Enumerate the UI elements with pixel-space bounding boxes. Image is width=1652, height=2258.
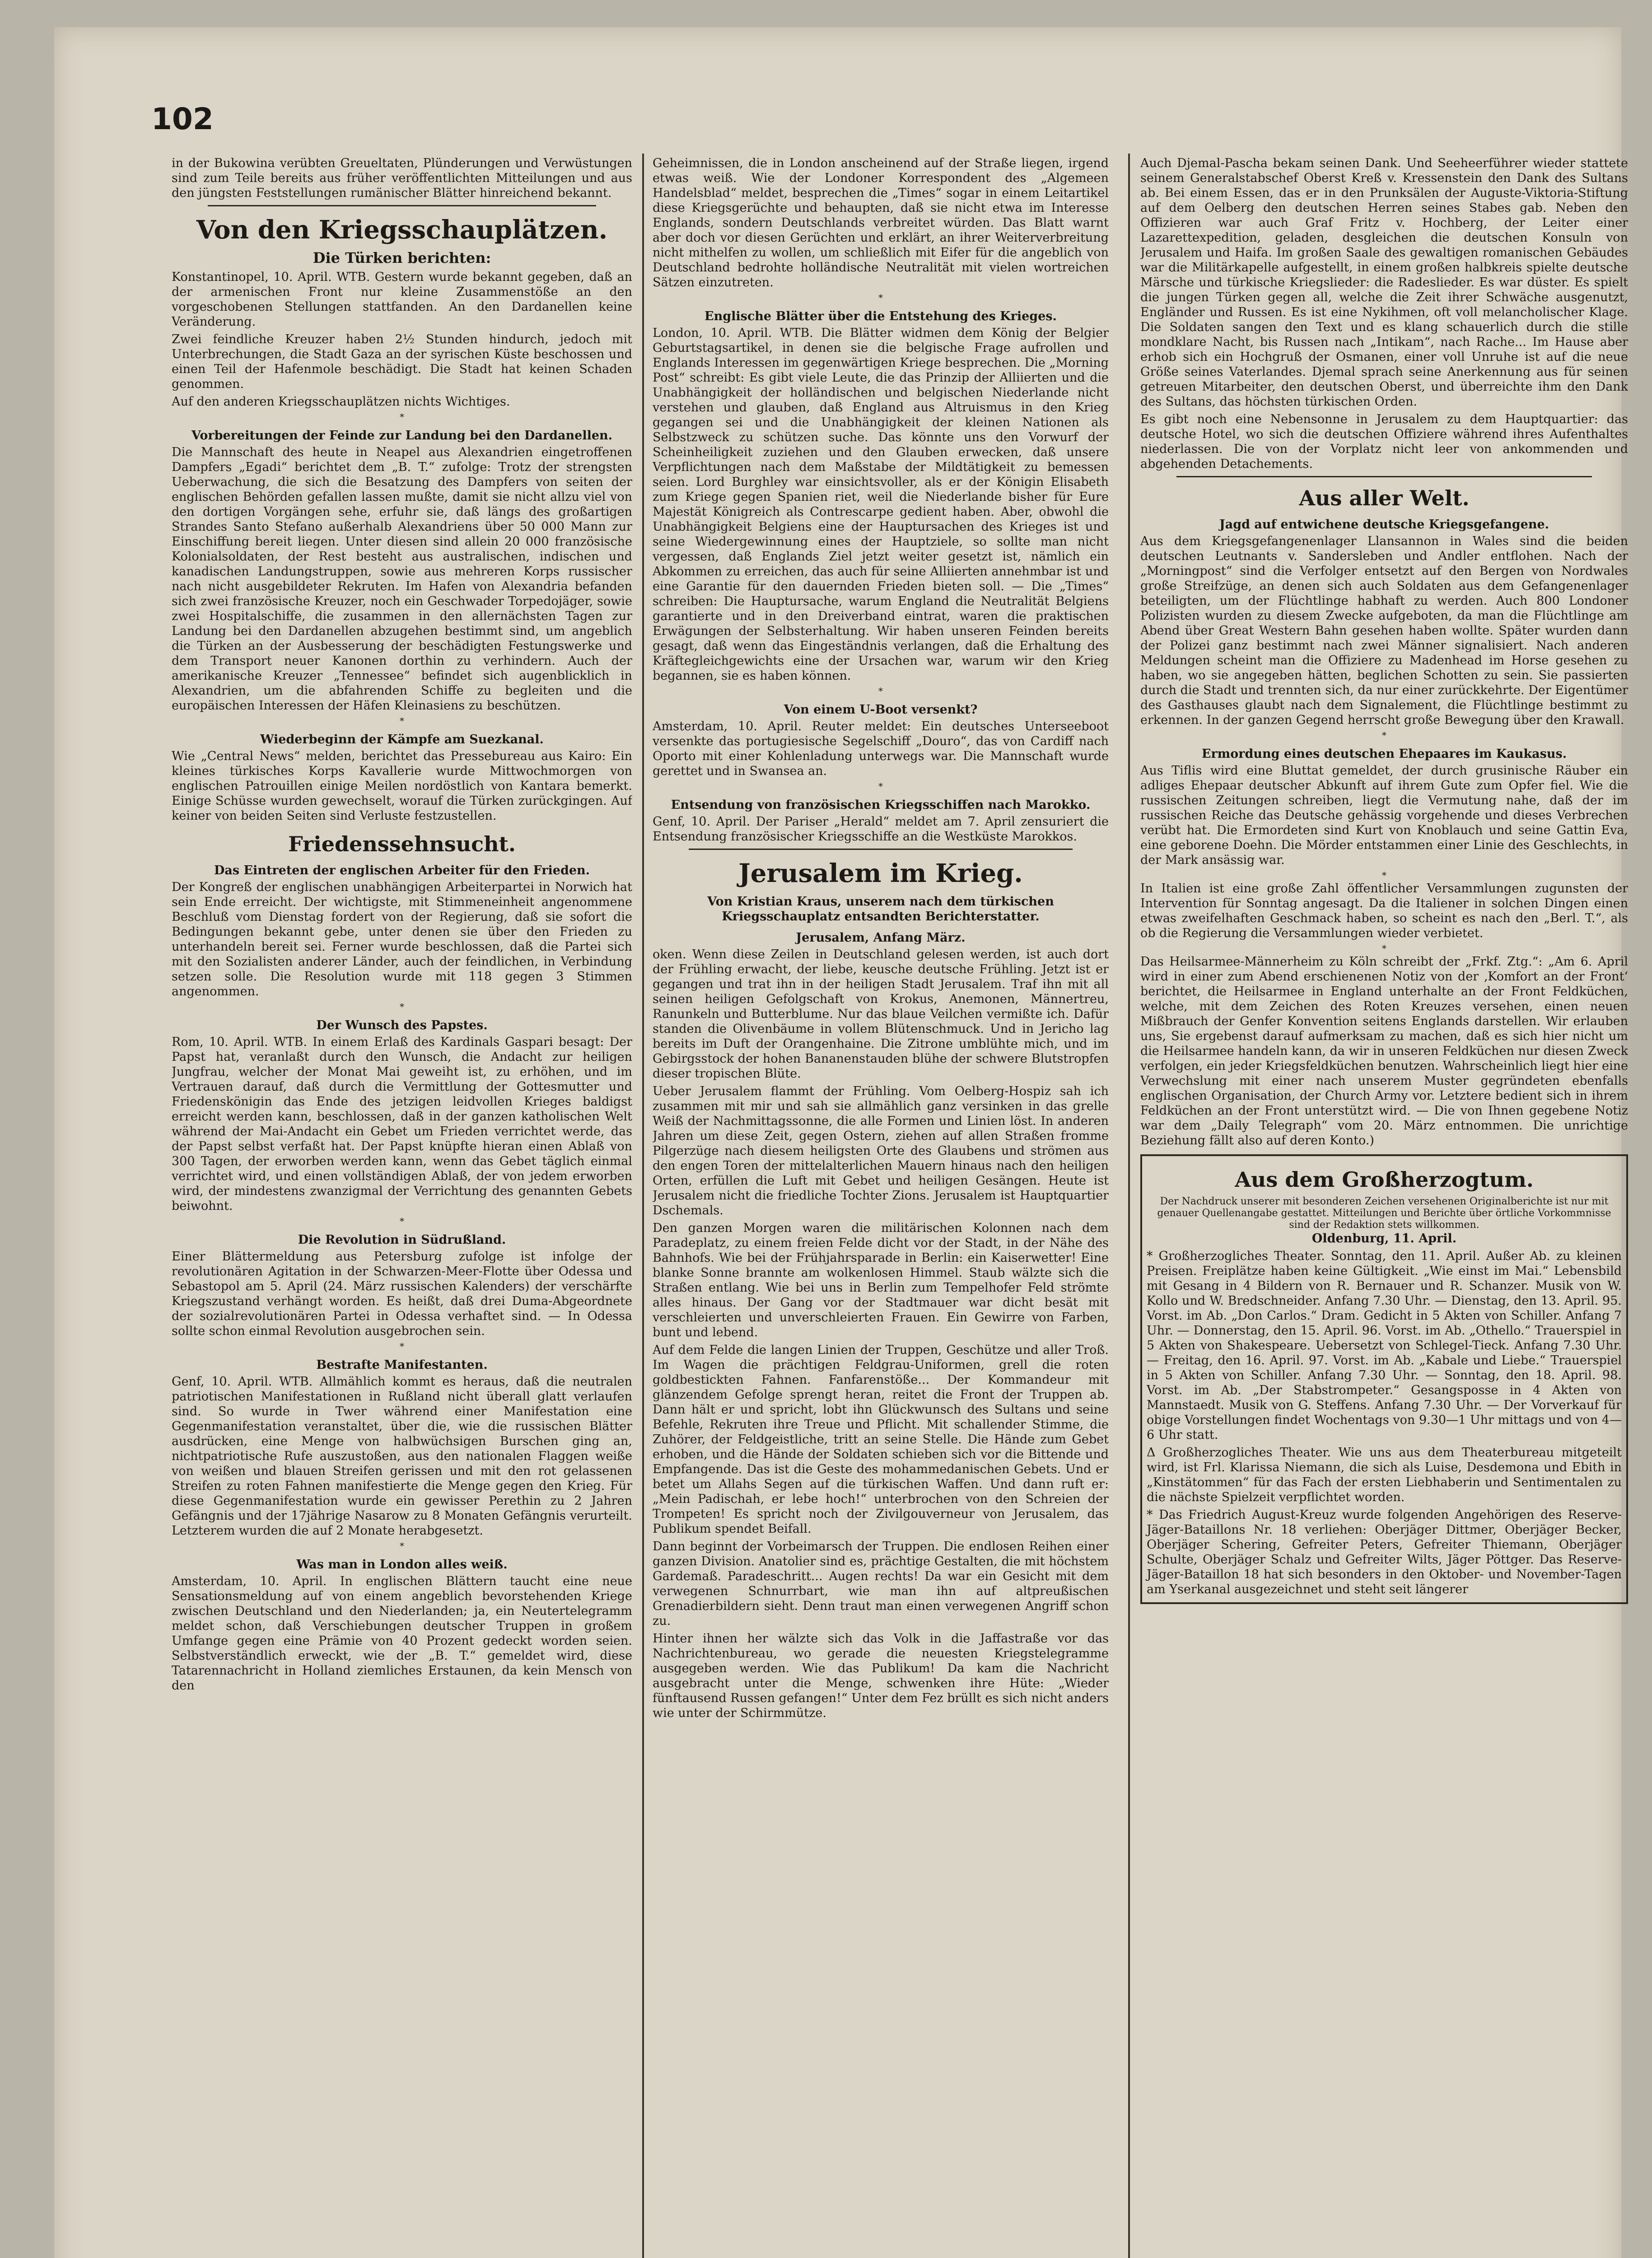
separator-star: * — [878, 292, 883, 303]
column-rule-left — [642, 154, 644, 2258]
article-paragraph: Geheimnissen, die in London anscheinend auf der Straße liegen, irgend etwas weiß. Wie der Londoner Korrespondent des „Algemeen Handelsblad“ meldet, besprechen die „Times“ sogar in einem Leitartikel diese Kriegsgerüchte und behaupten, daß sie nicht etwa im Interesse Englands, sondern Deutschlands verbreitet würden. Das Blatt warnt aber doch vor diesen Gerüchten und erklärt, an ihrer Weiterverbreitung nicht mithelfen zu wollen, um schließlich mit Eifer für die angeblich von Deutschland bedrohte holländische Neutralität mit vielen wortreichen Sätzen einzutreten. — [653, 156, 1109, 289]
article-title: Was man in London alles weiß. — [296, 1558, 508, 1572]
article-paragraph: London, 10. April. WTB. Die Blätter widmen dem König der Belgier Geburtstagsartikel, in denen sie die belgische Frage aufrollen und Englands Interessen im gegenwärtigen Kriege besprechen. Die „Morning Post“ schreibt: Es gibt viele Leute, die das Prinzip der Alliierten und die Unabhängigkeit der holländischen und belgischen Niederlande nicht verstehen und glauben, daß England aus Altruismus in den Krieg gegangen sei und die Unabhängigkeit der kleinen Nationen als Selbstzweck zu schützen suche. Das könnte uns den Vorwurf der Scheinheiligkeit zuziehen und den Glauben erwecken, daß unsere Verpflichtungen nach dem Maßstabe der Mildtätigkeit zu bemessen seien. Lord Burghley war einsichtsvoller, als er der Königin Elisabeth zum Kriege gegen Spanien riet, weil die Niederlande bisher für Eure Majestät Königreich als Contrescarpe gedient haben. Aber, obwohl die Unabhängigkeit Belgiens eine der Hauptursachen des Krieges ist und seine Wiedergewinnung eines der Hauptziele, so sollte man nicht vergessen, daß Englands Ziel jetzt weiter gesetzt ist, nämlich ein Abkommen zu erreichen, das auch für seine Alliierten annehmbar ist und eine Garantie für den dauernden Frieden bieten soll. — Die „Times“ schreiben: Die Hauptursache, warum England die Neutralität Belgiens garantierte und in den Dreiverband eintrat, waren die praktischen Erwägungen der Selbsterhaltung. Wir haben unseren Feinden bereits gesagt, daß wenn das Eingeständnis verlangen, daß die Erhaltung des Kräftegleichgewichts eine der Ursachen war, warum wir den Krieg begannen, sie es haben können. — [653, 326, 1109, 683]
column-2 — [653, 156, 1109, 2258]
column-1 — [172, 156, 632, 2258]
article-paragraph: Aus dem Kriegsgefangenenlager Llansannon in Wales sind die beiden deutschen Leutnants v. Sandersleben und Andler entflohen. Nach der „Morningpost“ sind die Verfolger entsetzt auf den Bergen von Nordwales große Streifzüge, an denen sich auch Soldaten aus dem Gefangenenlager beteiligten, um der Flüchtlinge habhaft zu werden. Auch 800 Londoner Polizisten wurden zu diesem Zwecke aufgeboten, da man die Flüchtlinge am Abend über Great Western Bahn gesehen haben wollte. Später wurden dann der Polizei ganz bestimmt nach zwei Männer signalisiert. Nach anderen Meldungen scheint man die Offiziere zu Madenhead im Horse gesehen zu haben, wo sie angegeben hätten, beglichen Schotten zu sein. Sie passierten durch die Stadt und trennten sich, da nur einer zurückkehrte. Der Eigentümer des Gasthauses glaubt nach dem Signalement, die Flüchtlinge bestimmt zu erkennen. In der ganzen Gegend herrscht große Bewegung über den Krawall. — [1140, 534, 1628, 727]
article-title: Ermordung eines deutschen Ehepaares im Kaukasus. — [1201, 747, 1567, 761]
article-title: Die Türken berichten: — [313, 249, 491, 266]
section-heading-kriegsschauplaetze: Von den Kriegsschauplätzen. — [196, 215, 608, 245]
article-paragraph: Genf, 10. April. WTB. Allmählich kommt es heraus, daß die neutralen patriotischen Manifestationen in Rußland nicht überall glatt verlaufen sind. So wurde in Twer während einer Manifestation eine Gegenmanifestation veranstaltet, über die, wie die russischen Blätter ausdrücken, eine Menge von halbwüchsigen Burschen ging an, nichtpatriotische Rufe auszustoßen, aus den nationalen Flaggen weiße von weißen und blauen Streifen gerissen und mit den rot gelassenen Streifen zu roten Fahnen manifestierte die Menge gegen den Krieg. Für diese Gegenmanifestation wurde ein gewisser Perethin zu 2 Jahren Gefängnis und der 17jährige Nasarow zu 8 Monaten Gefängnis verurteilt. Letzterem wurden die auf 2 Monate herabgesetzt. — [172, 1375, 632, 1538]
article-paragraph: Auf den anderen Kriegsschauplätzen nichts Wichtiges. — [172, 395, 510, 409]
article-paragraph: Das Heilsarmee-Männerheim zu Köln schreibt der „Frkf. Ztg.“: „Am 6. April wird in einer zum Abend erschienenen Notiz von der ‚Komfort an der Front‘ berichtet, die Heilsarmee in England unterhalte an der Front Feldküchen, welche, mit dem Zeichen des Roten Kreuzes versehen, einen neuen Mißbrauch der Genfer Konvention seitens Englands darstellen. Wir erlauben uns, Sie ergebenst darauf aufmerksam zu machen, daß es sich hier nicht um die Heilsarmee handeln kann, da wir in unseren Feldküchen nur diesen Zweck verfolgen, ein jeder Kriegsfeldküchen benutzen. Wahrscheinlich liegt hier eine Verwechslung mit einer nach unserem Muster gegründeten ebenfalls englischen Organisation, der Church Army vor. Letztere bedient sich in ihrem Feldküchen an der Front unterstützt wird. — Die von Ihnen gegebene Notiz war dem „Daily Telegraph“ vom 20. März entnommen. Die unrichtige Beziehung fällt also auf deren Konto.) — [1140, 955, 1628, 1148]
article-paragraph: Genf, 10. April. Der Pariser „Herald“ meldet am 7. April zensuriert die Entsendung französischer Kriegsschiffe an die Westküste Marokkos. — [653, 815, 1109, 844]
separator-star: * — [400, 1540, 404, 1551]
grossherzogtum-section — [1140, 1154, 1628, 1604]
section-heading-friedenssehnsucht: Friedenssehnsucht. — [288, 832, 516, 856]
article-dateline: Jerusalem, Anfang März. — [796, 931, 966, 945]
article-byline: Von Kristian Kraus, unserem nach dem türkischen Kriegsschauplatz entsandten Berichterstatter. — [707, 895, 1054, 924]
divider — [689, 849, 1073, 850]
separator-star: * — [400, 1341, 404, 1352]
section-heading-aus-aller-welt: Aus aller Welt. — [1299, 486, 1470, 510]
separator-star: * — [400, 715, 404, 726]
page-number: 102 — [151, 102, 214, 136]
article-paragraph: Δ Großherzogliches Theater. Wie uns aus dem Theaterbureau mitgeteilt wird, ist Frl. Klarissa Niemann, die sich als Luise, Desdemona und Ebith in „Kinstätommen“ für das Fach der ersten Liebhaberin und Sentimentalen zu die nächste Spielzeit verpflichtet worden. — [1147, 1446, 1622, 1504]
section-heading-grossherzogtum: Aus dem Großherzogtum. — [1235, 1167, 1534, 1192]
separator-star: * — [1382, 870, 1386, 881]
separator-star: * — [400, 411, 404, 422]
article-paragraph: Wie „Central News“ melden, berichtet das Pressebureau aus Kairo: Ein kleines türkisches Korps Kavallerie wurde Mittwochmorgen von englischen Patrouillen einige Meilen nordöstlich von Kantara bemerkt. Einige Schüsse wurden gewechselt, worauf die Türken zurückgingen. Auf keiner von beiden Seiten sind Verluste festzustellen. — [172, 749, 632, 823]
article-paragraph: Einer Blättermeldung aus Petersburg zufolge ist infolge der revolutionären Agitation in der Schwarzen-Meer-Flotte über Odessa und Sebastopol am 5. April (24. März russischen Kalenders) der verschärfte Kriegszustand verhängt worden. Es heißt, daß drei Duma-Abgeordnete der sozialrevolutionären Partei in Odessa verhaftet sind. — In Odessa sollte schon einmal Revolution ausgebrochen sein. — [172, 1250, 632, 1338]
article-paragraph: Die Mannschaft des heute in Neapel aus Alexandrien eingetroffenen Dampfers „Egadi“ berichtet dem „B. T.“ zufolge: Trotz der strengsten Ueberwachung, die sich die Besatzung des Dampfers von seiten der englischen Behörden gefallen lassen mußte, damit sie nicht allzu viel von den dortigen Vorgängen sehe, erfuhr sie, daß längs des großartigen Strandes Santo Stefano außerhalb Alexandriens über 50 000 Mann zur Einschiffung bereit liegen. Unter diesen sind allein 20 000 französische Kolonialsoldaten, der Rest besteht aus australischen, indischen und kanadischen Landungstruppen, sowie aus mehreren Korps russischer nach nicht ausgebildeter Rekruten. Im Hafen von Alexandria befanden sich zwei französische Kreuzer, noch ein Geschwader Torpedojäger, sowie zwei Hospitalschiffe, die zusammen in den allernächsten Tagen zur Landung bei den Dardanellen abzugehen bestimmt sind, um angeblich die Türken an der Ausbesserung der beschädigten Festungswerke und dem Transport neuer Kanonen dorthin zu verhindern. Auch der amerikanische Kreuzer „Tennessee“ befindet sich augenblicklich in Alexandrien, um die abfahrenden Schiffe zu begleiten und die europäischen Interessen der Häfen Kleinasiens zu beschützen. — [172, 445, 632, 713]
article-paragraph: Auf dem Felde die langen Linien der Truppen, Geschütze und aller Troß. Im Wagen die prächtigen Feldgrau-Uniformen, grell die roten goldbestickten Fahnen. Fanfarenstöße... Der Kommandeur mit glänzendem Gefolge sprengt heran, reitet die Front der Truppen ab. Dann hält er und spricht, lobt ihn Glückwunsch des Sultans und seine Befehle, Rekruten ihre Treue und Pflicht. Mit schallender Stimme, die Zuhörer, der Feldgeistliche, tritt an seine Stelle. Die Hände zum Gebet erhoben, und die Hände der Soldaten schieben sich vor die Bittende und Empfangende. Das ist die Geste des mohammedanischen Gebets. Und er betet um Allahs Segen auf die türkischen Waffen. Und dann ruft er: „Mein Padischah, er lebe hoch!“ unterbrochen von den Schreien der Trompeten! Es spricht noch der Zivilgouverneur von Jerusalem, das Publikum spendet Beifall. — [653, 1343, 1109, 1536]
article-paragraph: Rom, 10. April. WTB. In einem Erlaß des Kardinals Gaspari besagt: Der Papst hat, veranlaßt durch den Wunsch, die Andacht zur heiligen Jungfrau, welcher der Monat Mai geweiht ist, zu erhöhen, und im Vertrauen darauf, daß durch die Vermittlung der Gottesmutter und Friedenskönigin das Ende des jetzigen leidvollen Krieges baldigst erreicht werden kann, beschlossen, daß in der ganzen katholischen Welt während der Mai-Andacht ein Gebet um Frieden verrichtet werde, das der Papst selbst verfaßt hat. Der Papst knüpfte hieran einen Ablaß von 300 Tagen, der erworben werden kann, wenn das Gebet täglich einmal verrichtet wird, und einen vollständigen Ablaß, der von jedem erworben wird, der mindestens zwanzigmal der Verrichtung des genannten Gebets beiwohnt. — [172, 1035, 632, 1213]
article-title: Entsendung von französischen Kriegsschiffen nach Marokko. — [671, 798, 1091, 812]
article-paragraph: Auch Djemal-Pascha bekam seinen Dank. Und Seeheerführer wieder stattete seinem Generalstabschef Oberst Kreß v. Kressenstein den Dank des Sultans ab. Bei einem Essen, das er in den Prunksälen der Auguste-Viktoria-Stiftung auf dem Oelberg den deutschen Herren seines Stabes gab. Neben den Offizieren war auch Graf Fritz v. Hochberg, der Leiter einer Lazarettexpedition, geladen, desgleichen die deutschen Konsuln von Jerusalem und Haifa. Im großen Saale des gewaltigen romanischen Gebäudes war die Militärkapelle aufgestellt, in einem großen halbkreis spielte deutsche Märsche und türkische Kriegslieder: die Radeslieder. Es war düster. Es spielt die jungen Türken gegen all, welche die Zeit ihrer Schwäche ausgenutzt, Engländer und Russen. Es ist eine Nykihmen, oft voll melancholischer Klage. Die Soldaten sangen den Text und es klang schauerlich durch die stille mondklare Nacht, bis Russen nach „Intikam“, nach Rache... Im Hause aber erhob sich ein Hochgruß der Osmanen, einer voll Unruhe ist auf die neue Größe seines Vaterlandes. Djemal sprach seine Anerkennung aus für seinen getreuen Mitarbeiter, den deutschen Oberst, und überreichte ihm den Dank des Sultans, das höchsten türkischen Orden. — [1140, 156, 1628, 409]
article-paragraph: Zwei feindliche Kreuzer haben 2½ Stunden hindurch, jedoch mit Unterbrechungen, die Stadt Gaza an der syrischen Küste beschossen und einen Teil der Hafenmole beschädigt. Die Stadt hat keinen Schaden genommen. — [172, 332, 632, 391]
article-title: Englische Blätter über die Entstehung des Krieges. — [705, 309, 1057, 323]
article-paragraph: oken. Wenn diese Zeilen in Deutschland gelesen werden, ist auch dort der Frühling erwacht, der liebe, keusche deutsche Frühling. Jetzt ist er gegangen und trat ihn in der heiligen Stadt Jerusalem. Traf ihn mit all seinen heiligen Gefolgschaft von Krokus, Anemonen, Männertreu, Ranunkeln und Butterblume. Nur das blaue Veilchen vermißte ich. Dafür standen die Olivenbäume in vollem Blütenschmuck. Und in Jericho lag bereits im Duft der Orangenhaine. Die Zitrone umblühte mich, und im Gebirgsstock der hohen Bananenstauden blühe der schwere Blutstropfen dieser tropischen Blüte. — [653, 947, 1109, 1081]
column-3 — [1140, 156, 1628, 2258]
article-paragraph: In Italien ist eine große Zahl öffentlicher Versammlungen zugunsten der Intervention für Sonntag angesagt. Da die Italiener in solchen Dingen einen etwas zweifelhaften Geschmack haben, so scheint es nach den „Berl. T.“, als ob die Regierung die Versammlungen wieder verbietet. — [1140, 882, 1628, 940]
column-rule-right — [1128, 154, 1130, 2258]
article-title: Jagd auf entwichene deutsche Kriegsgefangene. — [1219, 518, 1549, 532]
feuilleton-heading-jerusalem: Jerusalem im Krieg. — [738, 858, 1023, 888]
article-subtitle: Das Eintreten der englischen Arbeiter für den Frieden. — [214, 863, 590, 877]
separator-star: * — [400, 1216, 404, 1227]
article-paragraph: Dann beginnt der Vorbeimarsch der Truppen. Die endlosen Reihen einer ganzen Division. Anatolier sind es, prächtige Gestalten, die mit höchstem Gardemaß. Paradeschritt... Augen rechts! Da war ein Gesicht mit dem verwegenen Schnurrbart, wie man ihn auf altpreußischen Grenadierbildern sieht. Denn traut man einen verwegenen Angriff schon zu. — [653, 1540, 1109, 1628]
intro-paragraph: in der Bukowina verübten Greueltaten, Plünderungen und Verwüstungen sind zum Teile bereits aus früher veröffentlichten Mitteilungen und aus den jüngsten Feststellungen rumänischer Blätter hinreichend bekannt. — [172, 156, 632, 200]
article-title: Von einem U-Boot versenkt? — [784, 703, 978, 717]
article-title: Wiederbeginn der Kämpfe am Suezkanal. — [260, 732, 544, 746]
article-paragraph: Amsterdam, 10. April. In englischen Blättern taucht eine neue Sensationsmeldung auf von einem angeblich bevorstehenden Kriege zwischen Deutschland und den Niederlanden; ja, ein Neutertelegramm meldet schon, daß Verschiebungen deutscher Truppen in großem Umfange gegen eine Prämie von 40 Prozent gedeckt worden seien. Selbstverständlich erweckt, wie der „B. T.“ gemeldet wird, diese Tatarennachricht in Holland ziemliches Erstaunen, da kein Mensch von den — [172, 1574, 632, 1693]
divider — [208, 205, 596, 206]
article-paragraph: Es gibt noch eine Nebensonne in Jerusalem zu dem Hauptquartier: das deutsche Hotel, wo sich die deutschen Offiziere während ihres Aufenthaltes niederlassen. Die von der Vorplatz nicht leer von ankommenden und abgehenden Detachements. — [1140, 412, 1628, 471]
article-dateline: Oldenburg, 11. April. — [1311, 1232, 1457, 1246]
reprint-notice: Der Nachdruck unserer mit besonderen Zeichen versehenen Originalberichte ist nur mit genauer Quellenangabe gestattet. Mitteilungen und Berichte über örtliche Vorkommnisse sind der Redaktion stets willkommen. — [1157, 1196, 1611, 1231]
article-title: Der Wunsch des Papstes. — [316, 1018, 488, 1032]
article-paragraph: Hinter ihnen her wälzte sich das Volk in die Jaffastraße vor das Nachrichtenbureau, wo gerade die neuesten Kriegstelegramme ausgegeben werden. Wie das Publikum! Da kam die Nachricht ausgebracht unter die Menge, schwenken ihre Hüte: „Wieder fünftausend Russen gefangen!“ Unter dem Fez brüllt es sich nicht anders wie unter der Schirmmütze. — [653, 1632, 1109, 1720]
separator-star: * — [878, 781, 883, 792]
article-paragraph: * Das Friedrich August-Kreuz wurde folgenden Angehörigen des Reserve-Jäger-Bataillons Nr. 18 verliehen: Oberjäger Dittmer, Oberjäger Becker, Oberjäger Schering, Gefreiter Peters, Gefreiter Thiemann, Oberjäger Schulte, Oberjäger Schalz und Gefreiter Wilts, Jäger Pöttger. Das Reserve-Jäger-Bataillon 18 hat sich besonders in den Oktober- und November-Tagen am Yserkanal ausgezeichnet und steht seit längerer — [1147, 1508, 1622, 1596]
article-title: Bestrafte Manifestanten. — [316, 1358, 488, 1372]
article-paragraph: Der Kongreß der englischen unabhängigen Arbeiterpartei in Norwich hat sein Ende erreicht. Der wichtigste, mit Stimmeneinheit angenommene Beschluß vom Dienstag fordert von der Regierung, daß sie sofort die Bedingungen bekannt gebe, unter denen sie über den Frieden zu unterhandeln bereit sei. Ferner wurde beschlossen, daß die Partei sich mit den Sozialisten anderer Länder, auch der feindlichen, in Verbindung setzen solle. Die Resolution wurde mit 118 gegen 3 Stimmen angenommen. — [172, 880, 632, 998]
article-paragraph: Den ganzen Morgen waren die militärischen Kolonnen nach dem Paradeplatz, zu einem freien Felde dicht vor der Stadt, in der Nähe des Bahnhofs. Wie bei der Frühjahrsparade in Berlin: ein Kaiserwetter! Eine blanke Sonne brannte am wolkenlosen Himmel. Staub wälzte sich die Straßen entlang. Wie bei uns in Berlin zum Tempelhofer Feld strömte alles hinaus. Der Gang vor der Stadtmauer war dicht besät mit verschleierten und unverschleierten Frauen. Ein Gewirre von Farben, bunt und lebend. — [653, 1221, 1109, 1339]
divider — [1176, 476, 1592, 477]
article-title: Die Revolution in Südrußland. — [298, 1233, 506, 1247]
article-paragraph: * Großherzogliches Theater. Sonntag, den 11. April. Außer Ab. zu kleinen Preisen. Freiplätze haben keine Gültigkeit. „Wie einst im Mai.“ Lebensbild mit Gesang in 4 Bildern von R. Bernauer und R. Schanzer. Musik von W. Kollo und W. Bredschneider. Anfang 7.30 Uhr. — Dienstag, den 13. April. 95. Vorst. im Ab. „Don Carlos.“ Dram. Gedicht in 5 Akten von Schiller. Anfang 7 Uhr. — Donnerstag, den 15. April. 96. Vorst. im Ab. „Othello.“ Trauerspiel in 5 Akten von Shakespeare. Uebersetzt von Schlegel-Tieck. Anfang 7.30 Uhr. — Freitag, den 16. April. 97. Vorst. im Ab. „Kabale und Liebe.“ Trauerspiel in 5 Akten von Schiller. Anfang 7.30 Uhr. — Sonntag, den 18. April. 98. Vorst. im Ab. „Der Stabstrompeter.“ Gesangsposse in 4 Akten von Mannstaedt. Musik von G. Steffens. Anfang 7.30 Uhr. — Der Vorverkauf für obige Vorstellungen findet Wochentags von 9.30—1 Uhr mittags und von 4—6 Uhr statt. — [1147, 1249, 1622, 1442]
separator-star: * — [878, 686, 883, 696]
separator-star: * — [400, 1001, 404, 1012]
article-paragraph: Aus Tiflis wird eine Bluttat gemeldet, der durch grusinische Räuber ein adliges Ehepaar deutscher Abkunft auf ihrem Gute zum Opfer fiel. Wie die russischen Zeitungen schreiben, liegt die Vermutung nahe, daß der im russischen Reiche das Deutsche gehässig vorgehende und dieses Verbrechen verübt hat. Die Ermordeten sind Kurt von Knoblauch und seine Gattin Eva, eine geborene Doehn. Die Mörder entstammen einer Linie des Geschlechts, in der Mark ansässig war. — [1140, 764, 1628, 867]
article-paragraph: Ueber Jerusalem flammt der Frühling. Vom Oelberg-Hospiz sah ich zusammen mit mir und sah sie allmählich ganz versinken in das grelle Weiß der Nachmittagssonne, die alle Formen und Linien löst. In anderen Jahren um diese Zeit, gegen Ostern, ziehen auf allen Straßen fromme Pilgerzüge nach diesem heiligsten Orte des Glaubens und strömen aus den engen Toren der mittelalterlichen Mauern hinaus nach den heiligen Orten, erfüllen die Luft mit Gebet und heiligen Gesängen. Heute ist Jerusalem nicht die friedliche Tochter Zions. Jerusalem ist Hauptquartier Dschemals. — [653, 1084, 1109, 1218]
article-paragraph: Amsterdam, 10. April. Reuter meldet: Ein deutsches Unterseeboot versenkte das portugiesische Segelschiff „Douro“, das von Cardiff nach Oporto mit einer Kohlenladung unterwegs war. Die Mannschaft wurde gerettet und in Swansea an. — [653, 719, 1109, 778]
separator-star: * — [1382, 730, 1386, 741]
separator-star: * — [1382, 943, 1386, 954]
article-paragraph: Konstantinopel, 10. April. WTB. Gestern wurde bekannt gegeben, daß an der armenischen Front nur kleine Zusammenstöße an den vorgeschobenen Stellungen stattfanden. An den Dardanellen keine Veränderung. — [172, 270, 632, 329]
article-title: Vorbereitungen der Feinde zur Landung bei den Dardanellen. — [191, 429, 613, 443]
